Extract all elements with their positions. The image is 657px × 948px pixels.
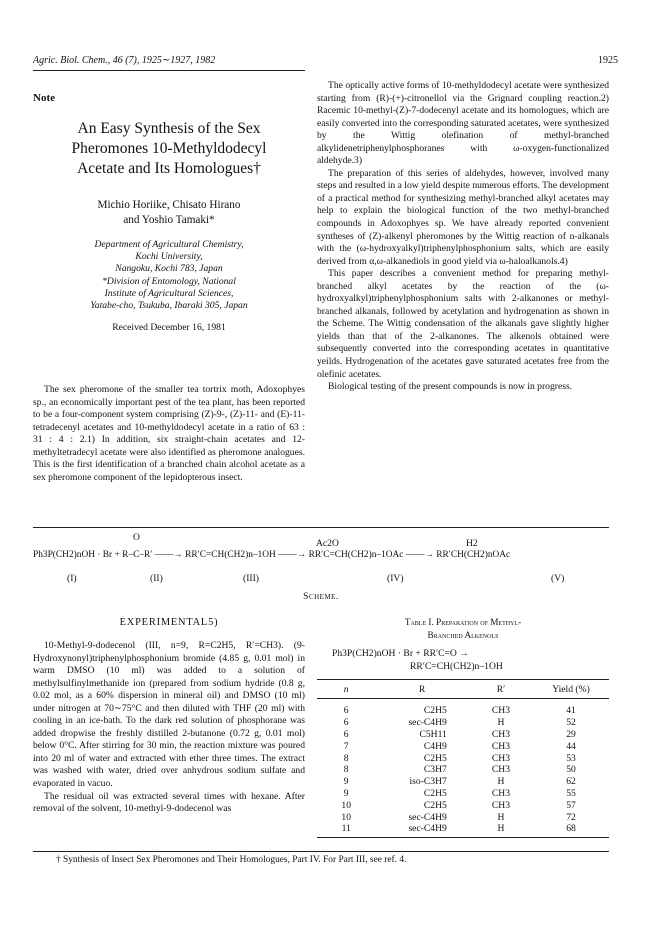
table-cell: H	[497, 717, 505, 729]
title-line: Acetate and Its Homologues†	[77, 160, 261, 177]
table-cell: sec-C4H9	[408, 717, 447, 729]
table-cell: C2H5	[423, 787, 447, 799]
table-cell: 10	[341, 811, 351, 823]
acetylation-reagent: Ac2O	[316, 538, 339, 549]
paper-title	[33, 119, 305, 179]
running-header: Agric. Biol. Chem., 46 (7), 1925∼1927, 1982	[33, 55, 216, 66]
intro-text	[317, 80, 609, 394]
table-row	[317, 740, 609, 752]
table-cell: CH3	[491, 764, 510, 776]
affiliation-line: Institute of Agricultural Sciences,	[104, 287, 234, 299]
table-row	[317, 823, 609, 835]
table-cell: 44	[566, 740, 576, 752]
table-cell: 7	[343, 740, 349, 752]
table-row	[317, 752, 609, 764]
column-header: R	[418, 684, 426, 695]
paragraph: This paper describes a convenient method for preparing methyl-branched alkyl acetates by the reaction of the (ω-hydroxyalkyl)triphenylphosphonium salts with 2-alkanones or methyl-branched alkanals, followed by acetylation and hydrogenation as shown in the Scheme. The Wittig condensation of the alkanals gave slightly higher yields than that of the 2-alkanones. The alkenols obtained were subsequently converted into the corresponding acetates in quantitative yeilds. Hydrogenation of the acetates gave saturated acetates free from the olefinic acetates.	[317, 268, 609, 380]
table-row	[317, 799, 609, 811]
table-cell: C2H5	[423, 799, 447, 811]
table-cell: CH3	[491, 799, 510, 811]
authors	[33, 198, 305, 228]
author-line: Michio Horiike, Chisato Hirano	[97, 199, 241, 211]
table-cell: 72	[566, 811, 576, 823]
table-cell: H	[497, 776, 505, 788]
table-cell: 10	[341, 799, 351, 811]
table-row	[317, 788, 609, 800]
table-cell: 53	[566, 752, 576, 764]
table-cell: sec-C4H9	[408, 811, 447, 823]
abstract: The sex pheromone of the smaller tea tortrix moth, Adoxophyes sp., an economically important pest of the tea plant, has been reported to be a four-component system comprising (Z)-9-, (Z)-11- and (E)-11-tetradecenyl acetates and 10-methyldodecyl acetate in a ratio of 63 : 31 : 4 : 2.1) In addition, six straight-chain acetates and 12-methyltetradecyl acetate were also identified as pheromone analogues. This is the first identification of a branched chain alcohol acetate as a sex pheromone component of the lepidopterous insect.	[33, 384, 305, 483]
affiliation-line: *Division of Entomology, National	[102, 275, 236, 287]
table-cell: CH3	[491, 752, 510, 764]
compound-label: (II)	[150, 573, 163, 584]
affiliation-line: Department of Agricultural Chemistry,	[94, 239, 244, 250]
table-top-rule	[317, 679, 609, 680]
table-cell: 55	[566, 787, 576, 799]
table-cell: C2H5	[423, 705, 447, 717]
affiliation-line: Kochi University,	[135, 251, 203, 263]
table-cell: 57	[566, 799, 576, 811]
table-cell: 41	[566, 705, 576, 717]
scheme-top-rule	[33, 527, 609, 528]
table-row	[317, 811, 609, 823]
compound-label: (I)	[67, 573, 77, 584]
table-header-row	[317, 682, 609, 697]
note-label: Note	[33, 92, 55, 104]
title-line: Pheromones 10-Methyldodecyl	[71, 140, 267, 157]
paragraph: Biological testing of the present compounds is now in progress.	[328, 381, 573, 393]
table-cell: 29	[566, 728, 576, 740]
title-line: An Easy Synthesis of the Sex	[77, 120, 261, 137]
paragraph: The preparation of this series of aldehydes, however, involved many steps and resulted in a low yield despite numerous efforts. The development of a practical method for synthesizing methyl-branched alkyl acetates may help to explain the biological function of the two methyl-branched compounds in Adoxophyes sp. We have already reported convenient syntheses of (Z)-alkenyl pheromones by the Wittig reaction of n-alkanals with the (ω-hydroxyalkyl)triphenylphosphonium salts, which are easily derived from α,ω-alkanediols in good yield via ω-haloalkanols.4)	[317, 167, 609, 267]
table-cell: 6	[343, 705, 349, 717]
table-cell: 8	[343, 764, 349, 776]
table-cell: C3H7	[423, 764, 447, 776]
paragraph: The optically active forms of 10-methyldodecyl acetate were synthesized starting from (R)-(+)-citronellol via the Grignard coupling reaction.2) Racemic 10-methyl-(Z)-7-dodecenyl acetate and its homologues, which are easily converted into the corresponding saturated acetates, were synthesized by the Wittig olefination of methyl-branched alkylidenetriphenylphosphoranes with ω-oxygen-functionalized aldehyde.3)	[317, 80, 609, 167]
table-cell: 62	[566, 776, 576, 788]
table-title-line: Table I. Preparation of Methyl-	[404, 617, 522, 627]
footnote: † Synthesis of Insect Sex Pheromones and Their Homologues, Part IV. For Part III, see ref. 4.	[56, 855, 407, 865]
table-cell: C2H5	[423, 752, 447, 764]
experimental-text	[33, 640, 305, 816]
data-table	[317, 682, 609, 700]
scheme-caption: Scheme.	[303, 591, 339, 602]
table-cell: 8	[343, 752, 349, 764]
table-reaction: RR′C=CH(CH2)n–1OH	[410, 661, 503, 672]
table-cell: C5H11	[419, 728, 447, 740]
page-number: 1925	[598, 55, 618, 66]
compound-label: (IV)	[387, 573, 404, 584]
column-header: R′	[496, 684, 506, 695]
paragraph: The residual oil was extracted several times with hexane. After removal of the solvent, 10-methyl-9-dodecenol was	[33, 790, 305, 815]
table-cell: 52	[566, 717, 576, 729]
column-header: Yield (%)	[552, 684, 590, 695]
table-cell: iso-C3H7	[409, 776, 447, 788]
compound-label: (III)	[243, 573, 259, 584]
table-cell: CH3	[491, 728, 510, 740]
table-cell: CH3	[491, 740, 510, 752]
table-cell: H	[497, 811, 505, 823]
table-cell: 11	[341, 823, 351, 835]
table-row	[317, 764, 609, 776]
table-cell: C4H9	[423, 740, 447, 752]
table-row	[317, 717, 609, 729]
table-cell: CH3	[491, 787, 510, 799]
table-cell: 6	[343, 717, 349, 729]
table-row	[317, 776, 609, 788]
footnote-rule	[33, 851, 609, 852]
author-line: and Yoshio Tamaki*	[123, 214, 215, 226]
table-bottom-rule	[317, 837, 609, 838]
section-heading: EXPERIMENTAL5)	[119, 617, 219, 628]
paragraph: 10-Methyl-9-dodecenol (III, n=9, R=C2H5, R′=CH3). (9-Hydroxynonyl)triphenylphosphonium bromide (4.85 g, 0.01 mol) in warm DMSO (10 ml) was added to a solution of methylsulfinylmethanide ion (prepared from sodium hydride (0.8 g, 0.02 mol, as a 60% dispersion in mineral oil) and DMSO (10 ml) under nitrogen at 70∼75°C and then diluted with THF (20 ml) with cooling in an ice-bath. To the dark red solution of phosphorane was added dropwise the freshly distilled 2-butanone (0.72 g, 0.01 mol) below 0°C. After stirring for 30 min, the reaction mixture was poured into 20 ml of water and extracted with ether three times. The extract was washed with water, dried over anhydrous sodium sulfate and evaporated in vacuo.	[33, 640, 305, 790]
table-row	[317, 705, 609, 717]
received-date: Received December 16, 1981	[112, 322, 226, 333]
data-table-body	[317, 705, 609, 835]
affiliation-line: Yatabe-cho, Tsukuba, Ibaraki 305, Japan	[90, 300, 248, 312]
table-cell: 50	[566, 764, 576, 776]
scheme-equation: Ph3P(CH2)nOH · Br + R–C–R′ ——→ RR′C=CH(CH2)n–1OH ——→ RR′C=CH(CH2)n–1OAc ——→ RR′CH(CH2)nOAc	[33, 550, 511, 560]
table-cell: sec-C4H9	[408, 823, 447, 835]
table-cell: 68	[566, 823, 576, 835]
table-row	[317, 729, 609, 741]
column-header: n	[343, 684, 349, 695]
table-cell: CH3	[491, 705, 510, 717]
table-title	[317, 616, 609, 641]
compound-label: (V)	[551, 573, 565, 584]
ketone-oxygen: O	[133, 532, 140, 543]
table-title-line: Branched Alkenols	[427, 629, 499, 640]
table-cell: 6	[343, 728, 349, 740]
table-cell: H	[497, 823, 505, 835]
header-rule	[33, 70, 305, 71]
hydrogenation-reagent: H2	[466, 538, 478, 549]
table-reaction: Ph3P(CH2)nOH · Br + RR′C=O →	[332, 648, 469, 659]
affiliation-line: Nangoku, Kochi 783, Japan	[115, 263, 223, 275]
table-cell: 9	[343, 776, 349, 788]
affiliation	[33, 239, 305, 312]
table-cell: 9	[343, 787, 349, 799]
